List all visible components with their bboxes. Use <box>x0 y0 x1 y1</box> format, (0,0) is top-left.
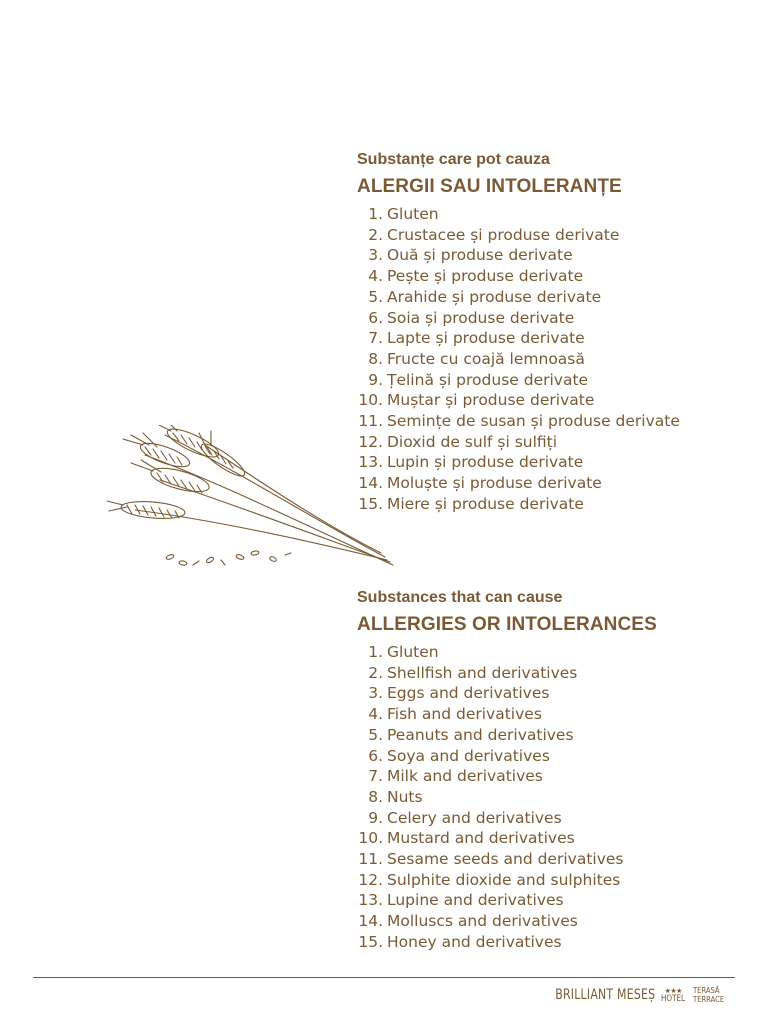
list-item <box>357 890 757 911</box>
list-item-number: 6. <box>368 308 383 327</box>
list-item <box>357 225 757 246</box>
list-item <box>357 473 757 494</box>
list-item-number: 15. <box>358 932 383 951</box>
list-item-number: 15. <box>358 494 383 513</box>
list-item-number: 7. <box>368 329 383 348</box>
list-item-text: Semințe de susan și produse derivate <box>387 412 680 431</box>
list-item-number: 13. <box>358 453 383 472</box>
list-item-number: 12. <box>358 870 383 889</box>
list-item <box>357 642 757 663</box>
list-item-text: Moluște și produse derivate <box>387 474 602 493</box>
list-item-text: Soia și produse derivate <box>387 308 575 327</box>
list-item <box>357 766 757 787</box>
list-item-number: 12. <box>358 432 383 451</box>
list-item <box>357 828 757 849</box>
hotel-logo <box>527 983 730 1007</box>
list-item-text: Molluscs and derivatives <box>387 912 578 931</box>
section-title-en: ALLERGIES OR INTOLERANCES <box>357 614 657 635</box>
section-subtitle-ro: Substanțe care pot cauza <box>357 151 550 168</box>
list-item <box>357 370 757 391</box>
list-item <box>357 808 757 829</box>
section-title-ro: ALERGII SAU INTOLERANȚE <box>357 176 622 197</box>
list-item-text: Soya and derivatives <box>387 746 550 765</box>
list-item-number: 4. <box>368 705 383 724</box>
list-item-text: Fructe cu coajă lemnoasă <box>387 349 585 368</box>
list-item-text: Sesame seeds and derivatives <box>387 850 624 869</box>
list-item-text: Shellfish and derivatives <box>387 663 578 682</box>
list-item <box>357 349 757 370</box>
list-item <box>357 328 757 349</box>
logo-name: BRILLIANT MESEȘ <box>555 987 656 1003</box>
list-item-number: 2. <box>368 225 383 244</box>
list-item <box>357 704 757 725</box>
list-item <box>357 452 757 473</box>
list-item-number: 8. <box>368 787 383 806</box>
list-item-text: Mustard and derivatives <box>387 829 575 848</box>
list-item-text: Arahide și produse derivate <box>387 287 602 306</box>
list-item-text: Eggs and derivatives <box>387 684 550 703</box>
section-subtitle-en: Substances that can cause <box>357 589 563 606</box>
list-item-text: Gluten <box>387 205 439 223</box>
list-item-text: Dioxid de sulf și sulfiți <box>387 432 558 451</box>
list-item-number: 2. <box>368 663 383 682</box>
list-item-text: Milk and derivatives <box>387 767 543 786</box>
list-item <box>357 911 757 932</box>
list-item-text: Crustacee și produse derivate <box>387 225 620 244</box>
list-item-number: 10. <box>358 391 383 410</box>
list-item <box>357 663 757 684</box>
logo-terasa-label: TERASĂ <box>693 986 720 995</box>
list-item <box>357 932 757 953</box>
logo-terrace-label: TERRACE <box>693 995 725 1004</box>
list-item-text: Honey and derivatives <box>387 932 562 951</box>
list-item-text: Peanuts and derivatives <box>387 725 574 744</box>
list-item-number: 3. <box>368 684 383 703</box>
list-item-number: 11. <box>358 412 383 431</box>
list-item-number: 5. <box>368 287 383 306</box>
list-item <box>357 266 757 287</box>
allergen-list-en <box>357 642 757 953</box>
list-item-number: 4. <box>368 267 383 286</box>
list-item <box>357 432 757 453</box>
list-item <box>357 204 757 225</box>
list-item-number: 8. <box>368 349 383 368</box>
list-item <box>357 245 757 266</box>
allergen-list-ro <box>357 204 757 515</box>
list-item-number: 5. <box>368 725 383 744</box>
list-item <box>357 787 757 808</box>
footer-divider <box>33 977 735 978</box>
list-item-text: Fish and derivatives <box>387 705 542 724</box>
list-item <box>357 870 757 891</box>
list-item-text: Lapte și produse derivate <box>387 329 585 348</box>
logo-hotel-label: HOTEL <box>661 994 686 1004</box>
logo-stars: ★★★ <box>664 987 682 995</box>
list-item-text: Țelină și produse derivate <box>387 370 589 389</box>
list-item <box>357 849 757 870</box>
list-item <box>357 683 757 704</box>
list-item-number: 11. <box>358 850 383 869</box>
list-item-number: 1. <box>368 643 383 661</box>
list-item-text: Muștar și produse derivate <box>387 391 595 410</box>
list-item-text: Lupine and derivatives <box>387 891 564 910</box>
list-item <box>357 725 757 746</box>
list-item-number: 9. <box>368 808 383 827</box>
wheat-sheaf-icon <box>105 425 400 575</box>
list-item-text: Pește și produse derivate <box>387 267 584 286</box>
list-item-text: Sulphite dioxide and sulphites <box>387 870 621 889</box>
list-item-text: Ouă și produse derivate <box>387 246 573 265</box>
list-item-number: 6. <box>368 746 383 765</box>
list-item <box>357 746 757 767</box>
list-item-text: Celery and derivatives <box>387 808 562 827</box>
list-item-number: 7. <box>368 767 383 786</box>
list-item-text: Nuts <box>387 787 423 806</box>
allergens-section-romanian <box>357 150 757 515</box>
list-item-text: Gluten <box>387 643 439 661</box>
list-item-number: 1. <box>368 205 383 223</box>
list-item <box>357 494 757 515</box>
list-item <box>357 287 757 308</box>
list-item-number: 14. <box>358 474 383 493</box>
list-item-number: 13. <box>358 891 383 910</box>
list-item-number: 9. <box>368 370 383 389</box>
list-item-text: Lupin și produse derivate <box>387 453 584 472</box>
logo-hotel-block <box>658 987 688 1003</box>
list-item <box>357 411 757 432</box>
list-item-text: Miere și produse derivate <box>387 494 584 513</box>
list-item <box>357 308 757 329</box>
allergens-section-english <box>357 588 757 953</box>
list-item-number: 3. <box>368 246 383 265</box>
list-item-number: 14. <box>358 912 383 931</box>
logo-terrace-block <box>693 986 724 1004</box>
list-item <box>357 390 757 411</box>
list-item-number: 10. <box>358 829 383 848</box>
